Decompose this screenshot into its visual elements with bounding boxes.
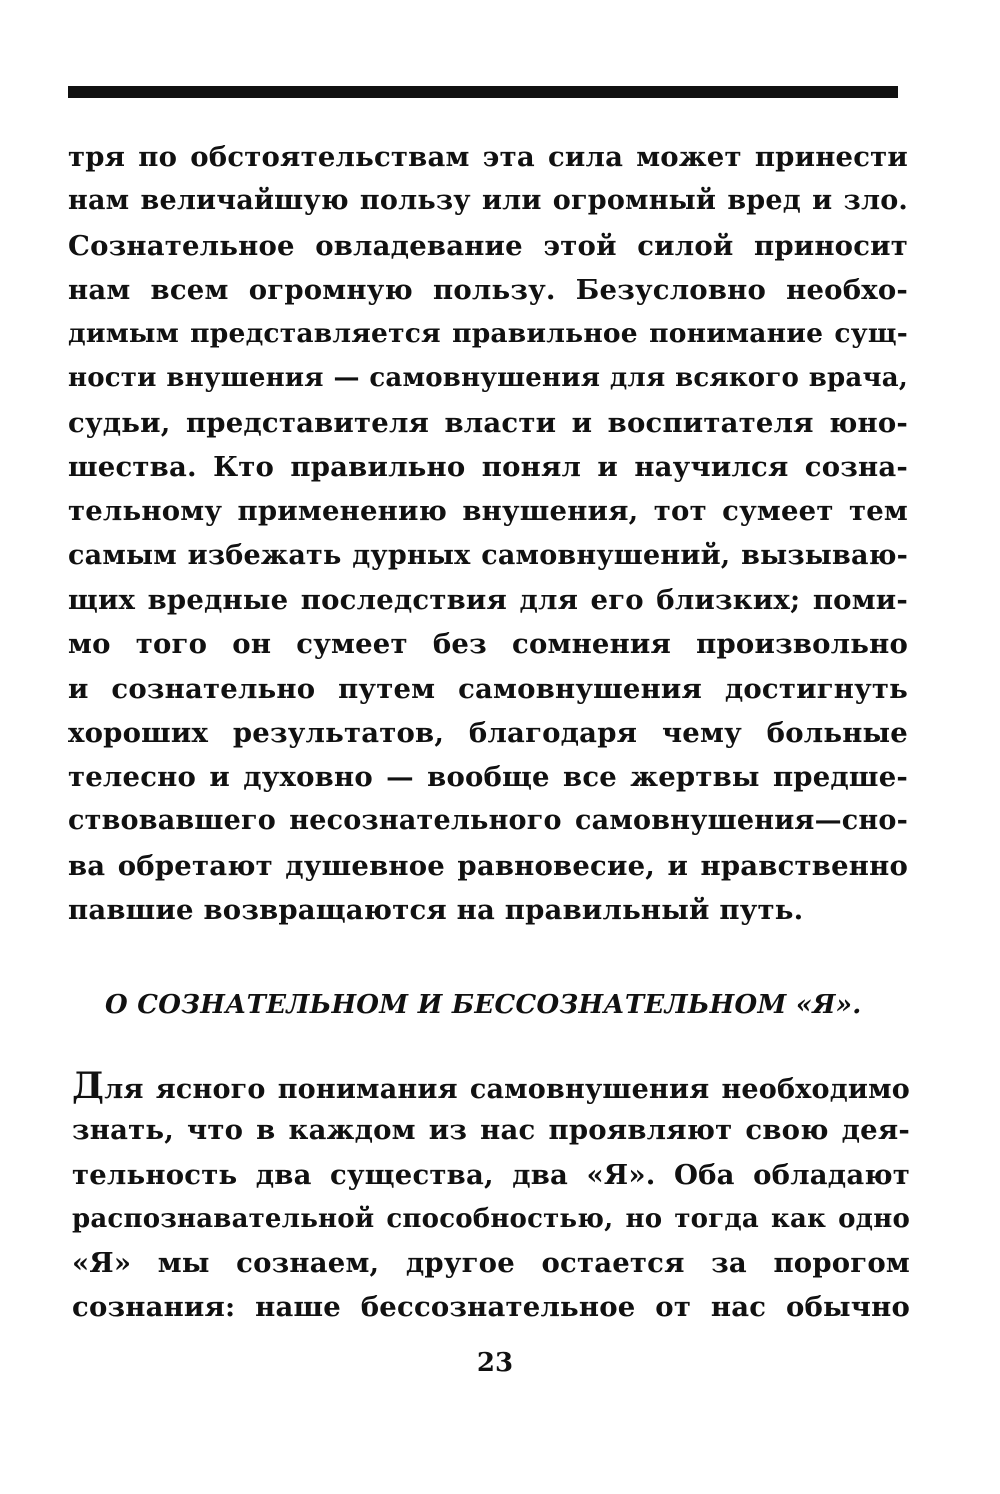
text-line — [72, 1064, 910, 1108]
text-line: «Я» мы сознаем, другое остается за порогом — [72, 1247, 910, 1280]
text-line: телесно и духовно — вообще все жертвы предше- — [68, 761, 908, 794]
text-line: ва обретают душевное равновесие, и нравственно — [68, 849, 908, 882]
top-rule — [68, 86, 898, 98]
text-line: распознавательной способностью, но тогда как одно — [72, 1203, 910, 1234]
paragraph-1 — [68, 135, 908, 932]
text-line: мо того он сумеет без сомнения произвольно — [68, 628, 908, 661]
text-line: знать, что в каждом из нас проявляют свою дея- — [72, 1114, 910, 1147]
section-heading: О СОЗНАТЕЛЬНОМ И БЕССОЗНАТЕЛЬНОМ «Я». — [105, 990, 862, 1020]
text-line: судьи, представителя власти и воспитателя юно- — [68, 406, 908, 439]
first-line-text: ля ясного понимания самовнушения необходимо — [104, 1074, 910, 1105]
text-line: нам величайшую пользу или огромный вред и зло. — [68, 185, 908, 217]
drop-cap: Д — [72, 1065, 105, 1107]
text-line: димым представляется правильное понимание сущ- — [68, 318, 908, 350]
text-line: хороших результатов, благодаря чему больные — [68, 716, 908, 749]
text-line: ности внушения — самовнушения для всякого врача, — [68, 363, 908, 394]
text-line: павшие возвращаются на правильный путь. — [68, 894, 804, 927]
paragraph-2 — [72, 1064, 910, 1330]
text-line: ствовавшего несознательного самовнушения—сно- — [68, 805, 908, 837]
text-line: Сознательное овладевание этой силой приносит — [68, 229, 908, 262]
text-line: сознания: наше бессознательное от нас обычно — [72, 1291, 910, 1324]
text-line: тельному применению внушения, тот сумеет тем — [68, 495, 908, 528]
text-line: шества. Кто правильно понял и научился созна- — [68, 451, 908, 484]
page-number: 23 — [476, 1348, 514, 1378]
text-line: тря по обстоятельствам эта сила может принести — [68, 141, 908, 173]
text-line: самым избежать дурных самовнушений, вызываю- — [68, 539, 908, 571]
text-line: и сознательно путем самовнушения достигнуть — [68, 672, 908, 705]
text-line: нам всем огромную пользу. Безусловно необхо- — [68, 273, 908, 306]
text-line: тельность два существа, два «Я». Оба обладают — [72, 1158, 910, 1191]
text-line: щих вредные последствия для его близких; поми- — [68, 583, 908, 616]
